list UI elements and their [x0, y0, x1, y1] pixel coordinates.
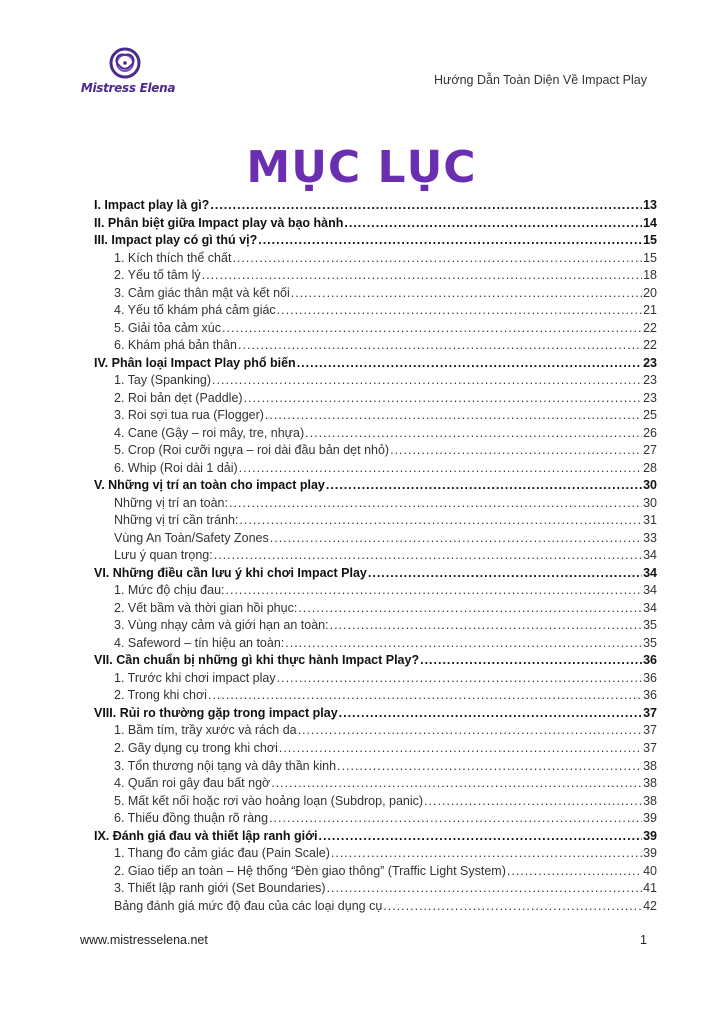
toc-entry-title: II. Phân biệt giữa Impact play và bạo hành: [94, 215, 344, 230]
toc-dot-leader: [269, 810, 642, 828]
toc-dot-leader: [202, 267, 642, 285]
toc-entry-title: 4. Yếu tố khám phá cảm giác: [114, 303, 276, 318]
toc-dot-leader: [270, 530, 642, 548]
toc-page-number: 23: [643, 390, 657, 405]
toc-section-entry[interactable]: [94, 477, 657, 495]
toc-entry-title: 2. Vết bầm và thời gian hồi phục:: [114, 600, 298, 615]
toc-section-entry[interactable]: [94, 355, 657, 373]
toc-entry-title: 1. Thang đo cảm giác đau (Pain Scale): [114, 846, 330, 861]
toc-entry-title: III. Impact play có gì thú vị?: [94, 233, 258, 248]
triskelion-logo-icon: [108, 46, 142, 80]
toc-subsection-entry[interactable]: [94, 793, 657, 811]
toc-dot-leader: [507, 863, 642, 881]
toc-page-number: 35: [643, 635, 657, 650]
toc-page-number: 36: [643, 670, 657, 685]
toc-entry-title: IV. Phân loại Impact Play phổ biến: [94, 355, 296, 370]
toc-subsection-entry[interactable]: [94, 302, 657, 320]
toc-dot-leader: [330, 617, 643, 635]
footer-website-link[interactable]: www.mistresselena.net: [80, 933, 208, 947]
toc-heading: MỤC LỤC: [246, 142, 477, 193]
toc-page-number: 15: [643, 233, 657, 248]
toc-dot-leader: [232, 250, 642, 268]
toc-subsection-entry[interactable]: [94, 250, 657, 268]
toc-entry-title: VIII. Rủi ro thường gặp trong impact play: [94, 705, 338, 720]
toc-subsection-entry[interactable]: [94, 495, 657, 513]
toc-page-number: 39: [643, 846, 657, 861]
toc-entry-title: 1. Tay (Spanking): [114, 373, 212, 388]
toc-page-number: 36: [643, 688, 657, 703]
toc-entry-title: 1. Kích thích thể chất: [114, 250, 232, 265]
toc-entry-title: 5. Giải tỏa cảm xúc: [114, 320, 221, 335]
toc-subsection-entry[interactable]: [94, 810, 657, 828]
toc-entry-title: 1. Bầm tím, trầy xước và rách da: [114, 723, 297, 738]
toc-entry-title: 2. Trong khi chơi: [114, 688, 207, 703]
toc-entry-title: 4. Quấn roi gây đau bất ngờ: [114, 776, 271, 791]
toc-subsection-entry[interactable]: [94, 687, 657, 705]
toc-subsection-entry[interactable]: [94, 512, 657, 530]
toc-page-number: 42: [643, 898, 657, 913]
toc-subsection-entry[interactable]: [94, 898, 657, 916]
toc-section-entry[interactable]: [94, 565, 657, 583]
toc-subsection-entry[interactable]: [94, 285, 657, 303]
toc-page-number: 34: [643, 600, 657, 615]
toc-dot-leader: [210, 197, 642, 215]
toc-subsection-entry[interactable]: [94, 390, 657, 408]
toc-page-number: 27: [643, 443, 657, 458]
toc-subsection-entry[interactable]: [94, 425, 657, 443]
toc-dot-leader: [327, 880, 643, 898]
toc-dot-leader: [298, 722, 643, 740]
toc-subsection-entry[interactable]: [94, 670, 657, 688]
toc-section-entry[interactable]: [94, 232, 657, 250]
toc-page-number: 36: [643, 653, 657, 668]
toc-page-number: 33: [643, 530, 657, 545]
toc-dot-leader: [424, 793, 642, 811]
toc-section-entry[interactable]: [94, 828, 657, 846]
toc-dot-leader: [337, 758, 642, 776]
toc-subsection-entry[interactable]: [94, 547, 657, 565]
toc-page-number: 38: [643, 776, 657, 791]
toc-dot-leader: [420, 652, 642, 670]
toc-subsection-entry[interactable]: [94, 337, 657, 355]
toc-entry-title: IX. Đánh giá đau và thiết lập ranh giới: [94, 828, 318, 843]
toc-page-number: 23: [643, 355, 657, 370]
toc-entry-title: 3. Cảm giác thân mật và kết nối: [114, 285, 290, 300]
toc-subsection-entry[interactable]: [94, 863, 657, 881]
toc-entry-title: VII. Cần chuẩn bị những gì khi thực hành Impact Play?: [94, 653, 420, 668]
toc-dot-leader: [277, 302, 642, 320]
toc-entry-title: 1. Trước khi chơi impact play: [114, 670, 276, 685]
toc-entry-title: 6. Whip (Roi dài 1 dải): [114, 460, 238, 475]
toc-page-number: 35: [643, 618, 657, 633]
toc-entry-title: Những vị trí an toàn:: [114, 495, 228, 510]
toc-subsection-entry[interactable]: [94, 880, 657, 898]
toc-dot-leader: [265, 407, 642, 425]
toc-page-number: 31: [643, 513, 657, 528]
toc-subsection-entry[interactable]: [94, 740, 657, 758]
toc-page-number: 20: [643, 285, 657, 300]
toc-subsection-entry[interactable]: [94, 372, 657, 390]
toc-entry-title: 5. Mất kết nối hoặc rơi vào hoảng loạn (Subdrop, panic): [114, 793, 424, 808]
toc-dot-leader: [344, 215, 642, 233]
toc-subsection-entry[interactable]: [94, 845, 657, 863]
table-of-contents: [94, 197, 657, 915]
toc-page-number: 30: [643, 478, 657, 493]
toc-entry-title: 3. Vùng nhạy cảm và giới hạn an toàn:: [114, 618, 329, 633]
toc-dot-leader: [291, 285, 642, 303]
toc-subsection-entry[interactable]: [94, 582, 657, 600]
toc-subsection-entry[interactable]: [94, 267, 657, 285]
toc-page-number: 25: [643, 408, 657, 423]
footer-page-number: 1: [640, 933, 647, 947]
toc-entry-title: VI. Những điều cần lưu ý khi chơi Impact Play: [94, 565, 367, 580]
toc-page-number: 38: [643, 758, 657, 773]
toc-subsection-entry[interactable]: [94, 722, 657, 740]
toc-dot-leader: [271, 775, 642, 793]
toc-section-entry[interactable]: [94, 197, 657, 215]
toc-section-entry[interactable]: [94, 215, 657, 233]
brand-logo: [80, 46, 176, 96]
toc-page-number: 21: [643, 303, 657, 318]
toc-dot-leader: [239, 512, 642, 530]
toc-page-number: 37: [643, 723, 657, 738]
toc-entry-title: 3. Tổn thương nội tạng và dây thần kinh: [114, 758, 337, 773]
toc-page-number: 30: [643, 495, 657, 510]
toc-section-entry[interactable]: [94, 652, 657, 670]
toc-page-number: 22: [643, 320, 657, 335]
toc-page-number: 41: [643, 881, 657, 896]
toc-page-number: 37: [643, 705, 657, 720]
toc-page-number: 22: [643, 338, 657, 353]
toc-entry-title: 2. Roi bản dẹt (Paddle): [114, 390, 243, 405]
toc-subsection-entry[interactable]: [94, 460, 657, 478]
toc-entry-title: 1. Mức độ chịu đau:: [114, 583, 225, 598]
toc-dot-leader: [285, 635, 642, 653]
toc-entry-title: Lưu ý quan trọng:: [114, 548, 213, 563]
toc-page-number: 15: [643, 250, 657, 265]
toc-entry-title: V. Những vị trí an toàn cho impact play: [94, 478, 325, 493]
toc-dot-leader: [239, 460, 642, 478]
toc-page-number: 34: [643, 565, 657, 580]
toc-dot-leader: [222, 320, 642, 338]
toc-entry-title: 5. Crop (Roi cưỡi ngựa – roi dài đầu bản dẹt nhỏ): [114, 443, 390, 458]
toc-entry-title: 6. Khám phá bản thân: [114, 338, 238, 353]
toc-subsection-entry[interactable]: [94, 758, 657, 776]
toc-entry-title: 2. Giao tiếp an toàn – Hệ thống “Đèn giao thông” (Traffic Light System): [114, 863, 506, 878]
document-header-title: Hướng Dẫn Toàn Diện Về Impact Play: [434, 73, 647, 87]
toc-subsection-entry[interactable]: [94, 442, 657, 460]
toc-entry-title: 2. Yếu tố tâm lý: [114, 268, 201, 283]
toc-dot-leader: [229, 495, 642, 513]
toc-dot-leader: [277, 670, 642, 688]
toc-dot-leader: [390, 442, 642, 460]
toc-entry-title: Những vị trí cần tránh:: [114, 513, 239, 528]
toc-entry-title: Bảng đánh giá mức độ đau của các loại dụng cụ: [114, 898, 383, 913]
toc-dot-leader: [298, 600, 642, 618]
toc-page-number: 28: [643, 460, 657, 475]
toc-entry-title: Vùng An Toàn/Safety Zones: [114, 530, 269, 545]
toc-section-entry[interactable]: [94, 705, 657, 723]
toc-dot-leader: [226, 582, 643, 600]
toc-subsection-entry[interactable]: [94, 600, 657, 618]
toc-page-number: 18: [643, 268, 657, 283]
toc-page-number: 38: [643, 793, 657, 808]
toc-dot-leader: [319, 828, 643, 846]
toc-dot-leader: [326, 477, 642, 495]
toc-page-number: 14: [643, 215, 657, 230]
toc-subsection-entry[interactable]: [94, 407, 657, 425]
toc-entry-title: 4. Cane (Gậy – roi mây, tre, nhựa): [114, 425, 305, 440]
toc-dot-leader: [214, 547, 642, 565]
toc-dot-leader: [244, 390, 643, 408]
toc-page-number: 39: [643, 828, 657, 843]
toc-page-number: 13: [643, 198, 657, 212]
toc-entry-title: 3. Roi sợi tua rua (Flogger): [114, 408, 264, 423]
toc-dot-leader: [368, 565, 642, 583]
toc-entry-title: 6. Thiếu đồng thuận rõ ràng: [114, 811, 269, 826]
toc-subsection-entry[interactable]: [94, 635, 657, 653]
toc-dot-leader: [339, 705, 642, 723]
toc-subsection-entry[interactable]: [94, 530, 657, 548]
toc-page-number: 23: [643, 373, 657, 388]
toc-subsection-entry[interactable]: [94, 320, 657, 338]
toc-page-number: 34: [643, 548, 657, 563]
toc-dot-leader: [238, 337, 642, 355]
toc-page-number: 39: [643, 811, 657, 826]
toc-subsection-entry[interactable]: [94, 775, 657, 793]
toc-entry-title: 4. Safeword – tín hiệu an toàn:: [114, 635, 285, 650]
toc-page-number: 40: [643, 863, 657, 878]
toc-dot-leader: [297, 355, 642, 373]
toc-entry-title: 2. Gãy dụng cụ trong khi chơi: [114, 740, 278, 755]
toc-dot-leader: [383, 898, 642, 916]
toc-dot-leader: [279, 740, 642, 758]
toc-page-number: 26: [643, 425, 657, 440]
toc-entry-title: 3. Thiết lập ranh giới (Set Boundaries): [114, 881, 326, 896]
toc-dot-leader: [258, 232, 642, 250]
toc-dot-leader: [212, 372, 642, 390]
toc-entry-title: I. Impact play là gì?: [94, 198, 210, 212]
toc-page-number: 37: [643, 740, 657, 755]
toc-dot-leader: [208, 687, 642, 705]
logo-text: Mistress Elena: [80, 81, 176, 95]
toc-subsection-entry[interactable]: [94, 617, 657, 635]
toc-dot-leader: [305, 425, 642, 443]
toc-page-number: 34: [643, 583, 657, 598]
toc-dot-leader: [331, 845, 642, 863]
